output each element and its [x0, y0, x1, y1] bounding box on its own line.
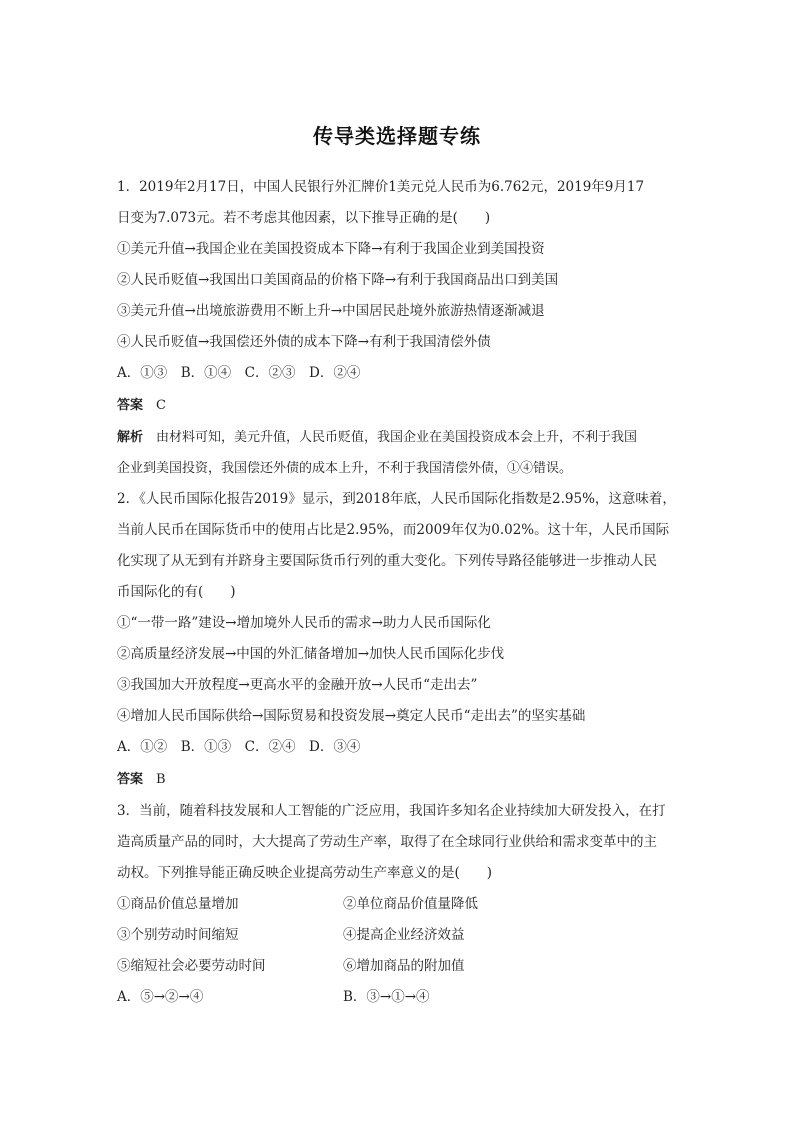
q3-option-6: ⑥增加商品的附加值	[343, 958, 465, 974]
q3-stem-line2: 造高质量产品的同时，大大提高了劳动生产率，取得了在全球同行业供给和需求变革中的主	[117, 834, 657, 850]
page-title: 传导类选择题专练	[313, 124, 481, 148]
analysis-text: 由材料可知，美元升值，人民币贬值，我国企业在美国投资成本会上升，不利于我国	[156, 430, 638, 445]
answer-value: B	[156, 772, 166, 787]
q1-analysis-line2: 企业到美国投资，我国偿还外债的成本上升，不利于我国清偿外债，①④错误。	[117, 461, 573, 476]
q3-choice-a: A．⑤→②→④	[117, 989, 204, 1005]
q2-stem-line3: 化实现了从无到有并跻身主要国际货币行列的重大变化。下列传导路径能够进一步推动人民	[117, 553, 657, 569]
answer-label: 答案	[117, 398, 144, 413]
q1-answer	[117, 397, 166, 415]
q2-option-1: ①“一带一路”建设→增加境外人民币的需求→助力人民币国际化	[117, 615, 491, 631]
q3-option-4: ④提高企业经济效益	[343, 927, 465, 943]
q2-option-2: ②高质量经济发展→中国的外汇储备增加→加快人民币国际化步伐	[117, 646, 505, 662]
analysis-label: 解析	[117, 430, 144, 445]
q2-stem-line2: 当前人民币在国际货币中的使用占比是2.95%，而2009年仅为0.02%。这十年，人民币国际	[117, 522, 670, 538]
q3-option-2: ②单位商品价值量降低	[343, 896, 478, 912]
q1-option-2: ②人民币贬值→我国出口美国商品的价格下降→有利于我国商品出口到美国	[117, 272, 559, 288]
q3-stem-line1: 3．当前，随着科技发展和人工智能的广泛应用，我国许多知名企业持续加大研发投入，在打	[117, 803, 666, 819]
q1-stem-line2: 日变为7.073元。若不考虑其他因素，以下推导正确的是( )	[117, 210, 491, 226]
q2-option-4: ④增加人民币国际供给→国际贸易和投资发展→奠定人民币“走出去”的坚实基础	[117, 708, 586, 724]
q1-analysis-line1	[117, 429, 637, 447]
q3-option-3: ③个别劳动时间缩短	[117, 927, 239, 943]
q3-choice-b: B．③→①→④	[343, 989, 430, 1005]
q1-stem-line1: 1．2019年2月17日，中国人民银行外汇牌价1美元兑人民币为6.762元，2019年9月17	[117, 179, 645, 195]
q3-option-1: ①商品价值总量增加	[117, 896, 239, 912]
q2-option-3: ③我国加大开放程度→更高水平的金融开放→人民币“走出去”	[117, 677, 478, 693]
q3-option-5: ⑤缩短社会必要劳动时间	[117, 958, 266, 974]
answer-value: C	[156, 398, 166, 413]
q2-stem-line1: 2．《人民币国际化报告2019》显示，到2018年底，人民币国际化指数是2.95%，这意味着，	[117, 491, 676, 507]
q1-option-3: ③美元升值→出境旅游费用不断上升→中国居民赴境外旅游热情逐渐减退	[117, 303, 545, 319]
q2-answer	[117, 771, 166, 789]
q3-stem-line3: 动权。下列推导能正确反映企业提高劳动生产率意义的是( )	[117, 865, 493, 881]
q2-choices: A．①② B．①③ C．②④ D．③④	[117, 739, 361, 755]
answer-label: 答案	[117, 772, 144, 787]
q1-choices: A．①③ B．①④ C．②③ D．②④	[117, 365, 361, 381]
q1-option-1: ①美元升值→我国企业在美国投资成本下降→有利于我国企业到美国投资	[117, 241, 545, 257]
q1-option-4: ④人民币贬值→我国偿还外债的成本下降→有利于我国清偿外债	[117, 334, 491, 350]
q2-stem-line4: 币国际化的有( )	[117, 584, 236, 600]
